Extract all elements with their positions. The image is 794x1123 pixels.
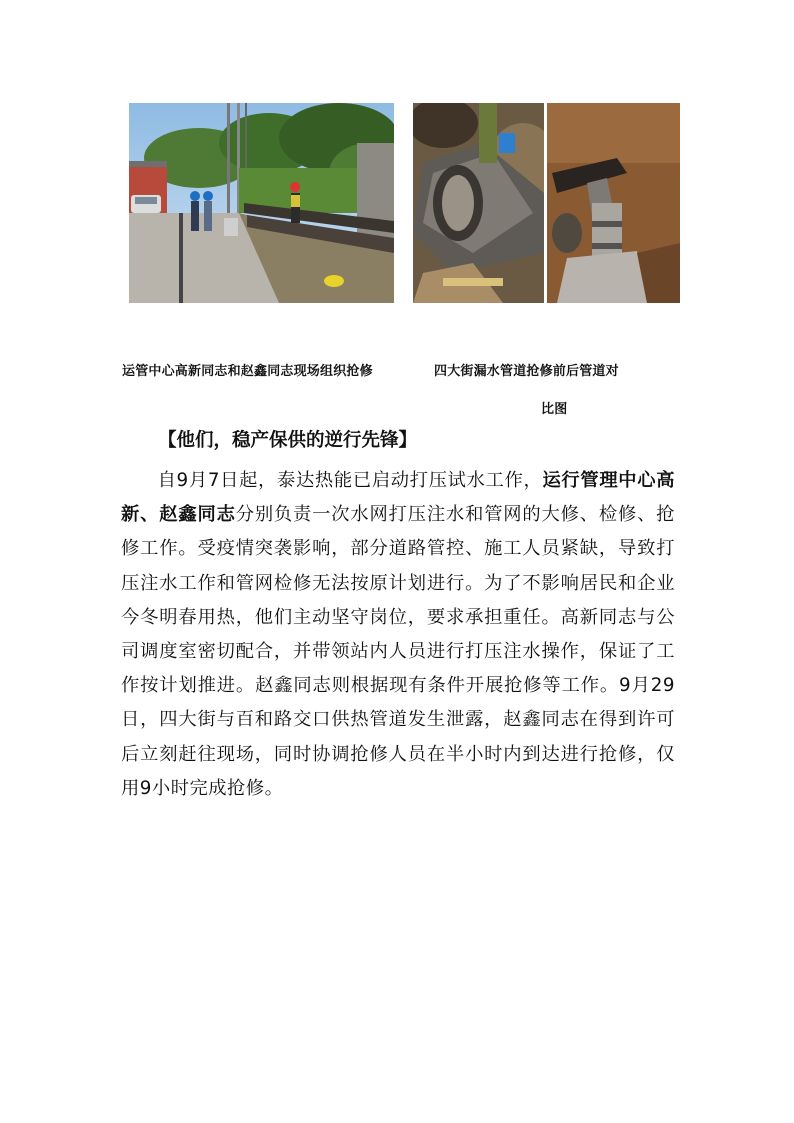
left-photo-caption: 运管中心高新同志和赵鑫同志现场组织抢修 <box>122 364 373 379</box>
body-paragraph <box>121 464 675 806</box>
repair-site-photo <box>129 103 394 303</box>
paragraph-intro: 自9月7日起，泰达热能已启动打压试水工作， <box>157 470 543 491</box>
section-heading: 【他们，稳产保供的逆行先锋】 <box>158 430 418 451</box>
pipe-after-repair-photo <box>547 103 680 303</box>
paragraph-rest: 分别负责一次水网打压注水和管网的大修、检修、抢修工作。受疫情突袭影响，部分道路管控、施工人员紧缺，导致打压注水工作和管网检修无法按原计划进行。为了不影响居民和企业今冬明春用热，他们主动坚守岗位，要求承担重任。高新同志与公司调度室密切配合，并带领站内人员进行打压注水操作，保证了工作按计划推进。赵鑫同志则根据现有条件开展抢修等工作。9月29日，四大街与百和路交口供热管道发生泄露，赵鑫同志在得到许可后立刻赶往现场，同时协调抢修人员在半小时内到达进行抢修，仅用9小时完成抢修。 <box>121 504 676 799</box>
right-photo-caption: 四大街漏水管道抢修前后管道对 <box>434 364 619 379</box>
right-photo-caption-continued: 比图 <box>541 402 568 417</box>
pipe-before-repair-photo <box>413 103 544 303</box>
paragraph-highlight: 运行管理中心高新、赵鑫同志 <box>121 470 676 526</box>
